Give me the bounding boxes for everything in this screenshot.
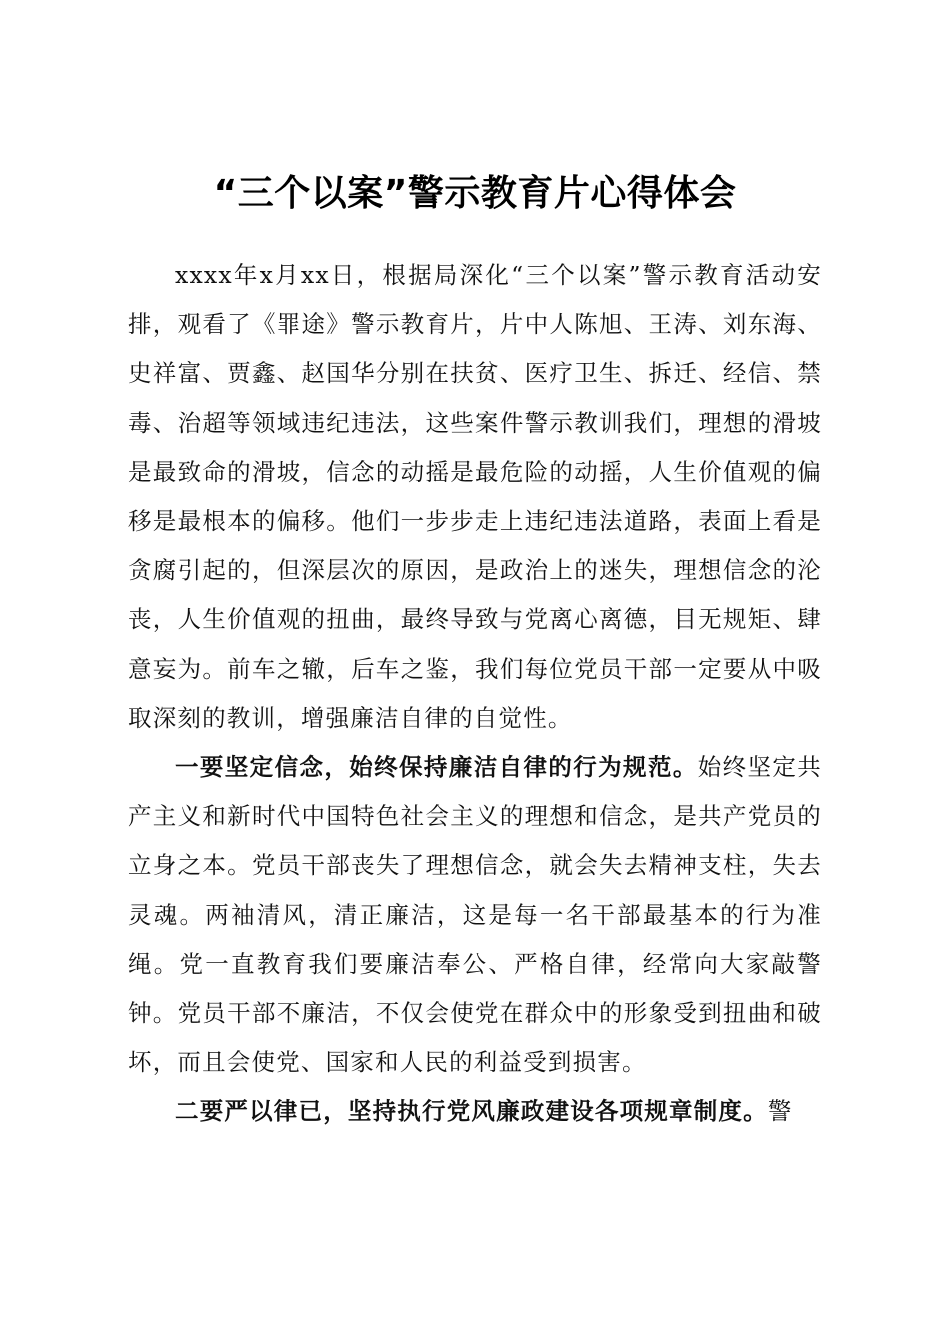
document-title: “三个以案”警示教育片心得体会 <box>213 173 737 215</box>
paragraph-point-one <box>128 743 822 1087</box>
paragraph-lead-heading: 一要坚定信念，始终保持廉洁自律的行为规范。 <box>175 753 698 782</box>
paragraph-lead-heading: 二要严以律已，坚持执行党风廉政建设各项规章制度。 <box>175 1097 768 1126</box>
paragraph-text: 警 <box>767 1097 793 1126</box>
paragraph-point-two <box>128 1087 822 1136</box>
paragraph-text: 始终坚定共产主义和新时代中国特色社会主义的理想和信念，是共产党员的立身之本。党员干部丧失了理想信念，就会失去精神支柱，失去灵魂。两袖清风，清正廉洁，这是每一名干部最基本的行为准绳。党一直教育我们要廉洁奉公、严格自律，经常向大家敲警钟。党员干部不廉洁，不仅会使党在群众中的形象受到扭曲和破坏，而且会使党、国家和人民的利益受到损害。 <box>128 753 823 1077</box>
paragraph-text: xxxx年x月xx日，根据局深化“三个以案”警示教育活动安排，观看了《罪途》警示教育片，片中人陈旭、王涛、刘东海、史祥富、贾鑫、赵国华分别在扶贫、医疗卫生、拆迁、经信、禁毒、治超等领域违纪违法，这些案件警示教训我们，理想的滑坡是最致命的滑坡，信念的动摇是最危险的动摇，人生价值观的偏移是最根本的偏移。他们一步步走上违纪违法道路，表面上看是贪腐引起的，但深层次的原因，是政治上的迷失，理想信念的沦丧，人生价值观的扭曲，最终导致与党离心离德，目无规矩、肆意妄为。前车之辙，后车之鉴，我们每位党员干部一定要从中吸取深刻的教训，增强廉洁自律的自觉性。 <box>128 261 822 732</box>
document-body <box>128 251 822 1137</box>
paragraph-intro <box>128 251 822 743</box>
